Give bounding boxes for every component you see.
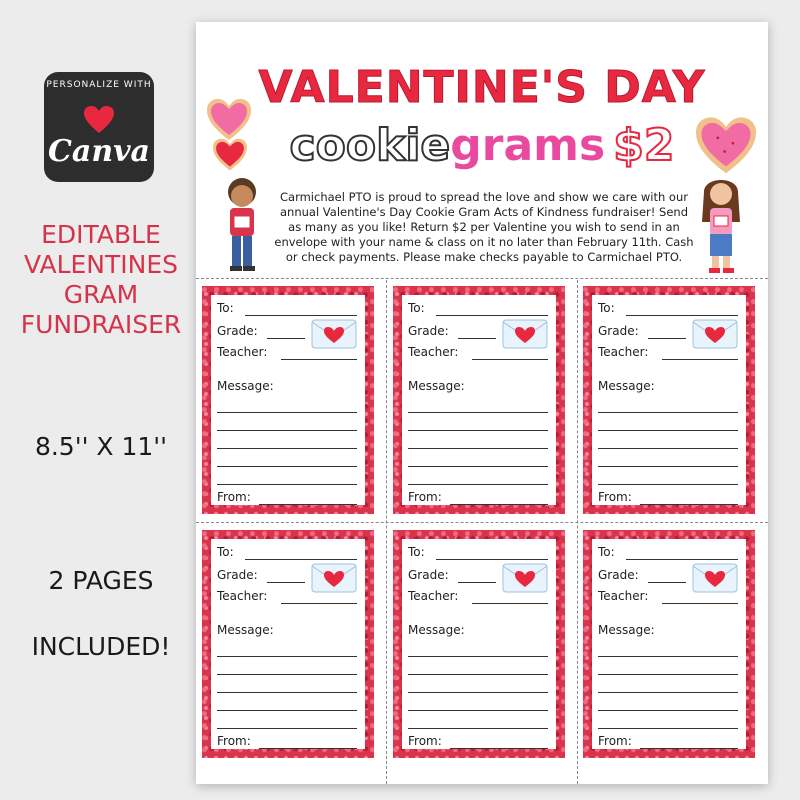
message-line[interactable] <box>598 710 738 711</box>
badge-ring-text: PERSONALIZE WITH <box>46 80 152 90</box>
gram-card-form <box>402 295 556 505</box>
grade-line[interactable] <box>458 338 496 339</box>
message-line[interactable] <box>408 710 548 711</box>
heart-icon <box>84 106 114 134</box>
message-line[interactable] <box>217 692 357 693</box>
message-line[interactable] <box>217 728 357 729</box>
from-line[interactable] <box>259 504 357 505</box>
subtitle-price: $2 <box>613 120 675 171</box>
promo-line-editable: EDITABLE <box>41 220 161 249</box>
promo-size: 8.5'' X 11'' <box>34 432 168 461</box>
gram-card <box>583 530 755 758</box>
to-line[interactable] <box>245 559 357 560</box>
grade-label: Grade: <box>408 324 449 338</box>
grade-label: Grade: <box>408 568 449 582</box>
gram-card-form <box>211 295 365 505</box>
grade-label: Grade: <box>217 568 258 582</box>
message-line[interactable] <box>408 692 548 693</box>
grade-line[interactable] <box>458 582 496 583</box>
cut-line <box>386 280 387 784</box>
envelope-heart-icon <box>311 317 357 351</box>
message-line[interactable] <box>408 448 548 449</box>
boy-illustration <box>218 174 266 274</box>
promo-pages: 2 PAGES <box>48 566 154 595</box>
gram-card <box>583 286 755 514</box>
cut-line <box>196 278 768 279</box>
to-line[interactable] <box>436 559 548 560</box>
message-line[interactable] <box>217 466 357 467</box>
message-line[interactable] <box>408 656 548 657</box>
grade-line[interactable] <box>648 338 686 339</box>
flyer-title: VALENTINE'S DAY <box>258 62 706 113</box>
teacher-line[interactable] <box>472 603 548 604</box>
to-label: To: <box>217 545 234 559</box>
to-label: To: <box>408 301 425 315</box>
message-line[interactable] <box>598 466 738 467</box>
heart-cookie-icon <box>694 116 758 176</box>
gram-card-form <box>211 539 365 749</box>
message-line[interactable] <box>598 412 738 413</box>
message-label: Message: <box>408 379 465 393</box>
subtitle-cookie: cookie <box>289 120 451 171</box>
teacher-label: Teacher: <box>598 345 649 359</box>
to-label: To: <box>408 545 425 559</box>
teacher-line[interactable] <box>662 359 738 360</box>
message-label: Message: <box>598 623 655 637</box>
teacher-label: Teacher: <box>217 589 268 603</box>
promo-line-gram: GRAM <box>63 280 139 309</box>
grade-label: Grade: <box>217 324 258 338</box>
message-line[interactable] <box>598 692 738 693</box>
message-line[interactable] <box>408 728 548 729</box>
envelope-heart-icon <box>502 561 548 595</box>
teacher-label: Teacher: <box>598 589 649 603</box>
message-line[interactable] <box>217 710 357 711</box>
from-line[interactable] <box>450 504 548 505</box>
gram-card <box>202 286 374 514</box>
heart-cookie-icon <box>212 138 248 172</box>
gram-card <box>202 530 374 758</box>
from-label: From: <box>408 734 442 748</box>
girl-illustration <box>696 172 746 276</box>
message-line[interactable] <box>598 674 738 675</box>
from-line[interactable] <box>640 504 738 505</box>
gram-card-form <box>402 539 556 749</box>
envelope-heart-icon <box>311 561 357 595</box>
from-label: From: <box>217 490 251 504</box>
message-line[interactable] <box>217 674 357 675</box>
message-label: Message: <box>217 379 274 393</box>
teacher-label: Teacher: <box>408 345 459 359</box>
from-label: From: <box>408 490 442 504</box>
message-line[interactable] <box>408 674 548 675</box>
message-line[interactable] <box>217 484 357 485</box>
message-line[interactable] <box>408 466 548 467</box>
flyer-sheet <box>196 22 768 784</box>
gram-card-form <box>592 539 746 749</box>
to-label: To: <box>598 301 615 315</box>
to-label: To: <box>598 545 615 559</box>
from-label: From: <box>598 490 632 504</box>
message-line[interactable] <box>598 448 738 449</box>
message-line[interactable] <box>598 430 738 431</box>
from-line[interactable] <box>450 748 548 749</box>
to-line[interactable] <box>626 315 738 316</box>
badge-brand: Canva <box>48 134 150 169</box>
message-line[interactable] <box>598 656 738 657</box>
to-line[interactable] <box>436 315 548 316</box>
grade-line[interactable] <box>648 582 686 583</box>
message-line[interactable] <box>408 484 548 485</box>
to-line[interactable] <box>626 559 738 560</box>
gram-card <box>393 530 565 758</box>
gram-card <box>393 286 565 514</box>
from-line[interactable] <box>259 748 357 749</box>
message-line[interactable] <box>598 484 738 485</box>
to-line[interactable] <box>245 315 357 316</box>
from-line[interactable] <box>640 748 738 749</box>
intro-paragraph: Carmichael PTO is proud to spread the love and show we care with our annual Valentine's Day Cookie Gram Acts of Kindness fundraiser! Send as many as you like! Return $2 per Valentine you wish to send in an envelope with your name & class on it no later than February 11th. Cash or check payments. Please make checks payable to Carmichael PTO. <box>274 190 694 264</box>
canva-badge <box>44 72 154 182</box>
message-line[interactable] <box>217 412 357 413</box>
message-line[interactable] <box>598 728 738 729</box>
message-line[interactable] <box>408 412 548 413</box>
to-label: To: <box>217 301 234 315</box>
from-label: From: <box>598 734 632 748</box>
envelope-heart-icon <box>692 317 738 351</box>
envelope-heart-icon <box>502 317 548 351</box>
cut-line <box>577 280 578 784</box>
from-label: From: <box>217 734 251 748</box>
grade-label: Grade: <box>598 568 639 582</box>
promo-line-valentines: VALENTINES <box>23 250 179 279</box>
teacher-label: Teacher: <box>408 589 459 603</box>
grade-label: Grade: <box>598 324 639 338</box>
promo-line-fundraiser: FUNDRAISER <box>20 310 182 339</box>
message-label: Message: <box>598 379 655 393</box>
teacher-line[interactable] <box>281 359 357 360</box>
cut-line <box>196 522 768 523</box>
grade-line[interactable] <box>267 338 305 339</box>
promo-included: INCLUDED! <box>31 632 171 661</box>
message-label: Message: <box>217 623 274 637</box>
envelope-heart-icon <box>692 561 738 595</box>
teacher-line[interactable] <box>662 603 738 604</box>
teacher-label: Teacher: <box>217 345 268 359</box>
heart-cookie-icon <box>206 98 252 142</box>
message-label: Message: <box>408 623 465 637</box>
teacher-line[interactable] <box>472 359 548 360</box>
flyer-subtitle <box>196 120 768 171</box>
message-line[interactable] <box>217 656 357 657</box>
message-line[interactable] <box>408 430 548 431</box>
message-line[interactable] <box>217 448 357 449</box>
grade-line[interactable] <box>267 582 305 583</box>
teacher-line[interactable] <box>281 603 357 604</box>
subtitle-grams: grams <box>450 120 606 171</box>
gram-card-form <box>592 295 746 505</box>
message-line[interactable] <box>217 430 357 431</box>
